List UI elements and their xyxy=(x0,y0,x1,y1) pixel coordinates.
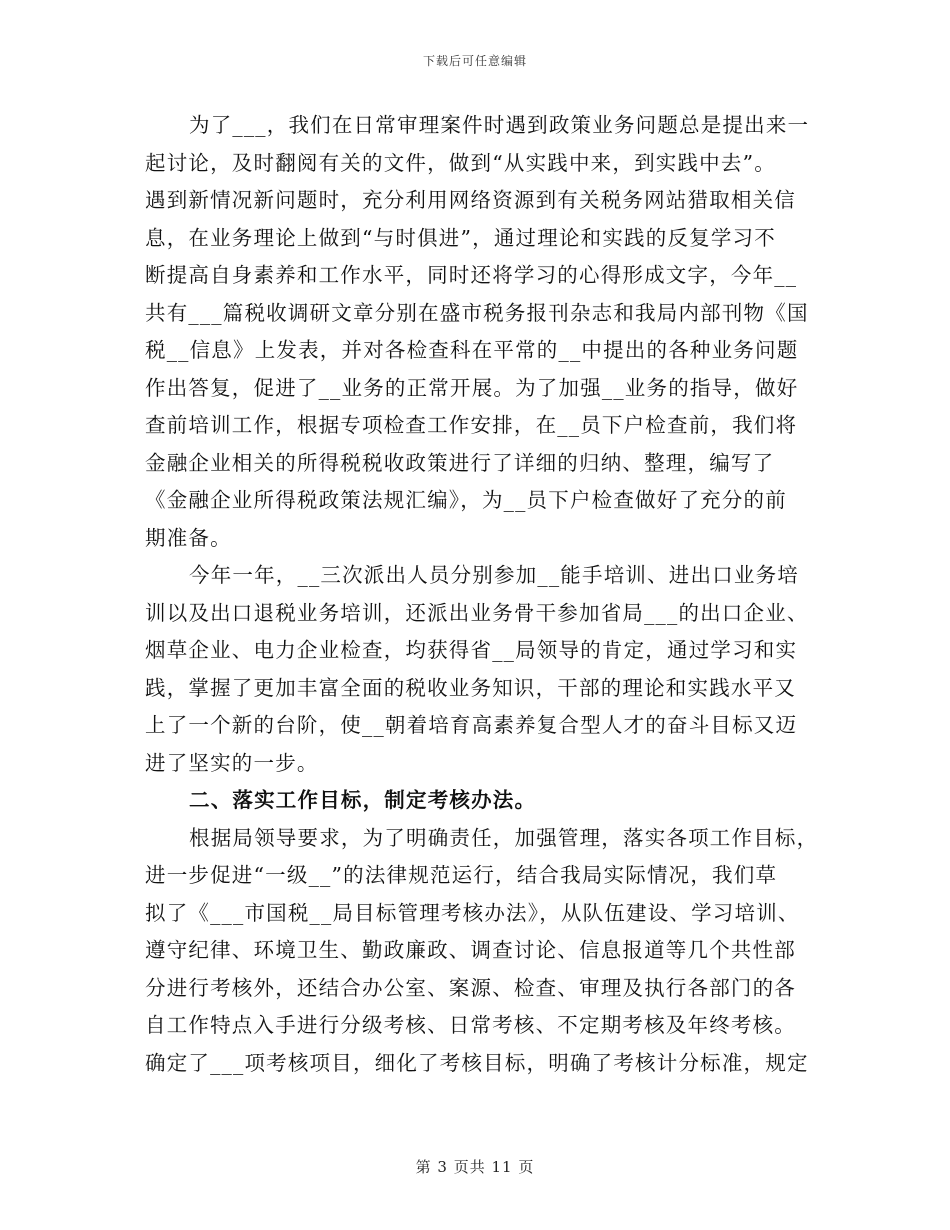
paragraph-3 xyxy=(145,820,819,1083)
text-line: 上了一个新的台阶，使__朝着培育高素养复合型人才的奋斗目标又迈 xyxy=(145,713,798,737)
text-line: 今年一年，__三次派出人员分别参加__能手培训、进出口业务培 xyxy=(189,563,799,587)
text-line: 税__信息》上发表，并对各检查科在平常的__中提出的各种业务问题 xyxy=(145,338,799,362)
text-line: 自工作特点入手进行分级考核、日常考核、不定期考核及年终考核。 xyxy=(145,1013,796,1037)
text-line: 烟草企业、电力企业检查，均获得省__局领导的肯定，通过学习和实 xyxy=(145,638,798,662)
text-line: 践，掌握了更加丰富全面的税收业务知识，干部的理论和实践水平又 xyxy=(145,675,796,700)
text-line: 断提高自身素养和工作水平，同时还将学习的心得形成文字，今年__ xyxy=(145,263,798,287)
text-line: 金融企业相关的所得税税收政策进行了详细的归纳、整理，编写了 xyxy=(145,450,775,475)
text-line: 共有___篇税收调研文章分别在盛市税务报刊杂志和我局内部刊物《国 xyxy=(145,300,809,325)
text-line: 《金融企业所得税政策法规汇编》，为__员下户检查做好了充分的前 xyxy=(145,488,787,512)
text-line: 拟了《___市国税__局目标管理考核办法》，从队伍建设、学习培训、 xyxy=(145,900,800,925)
text-line: 作出答复，促进了__业务的正常开展。为了加强__业务的指导，做好 xyxy=(145,375,799,400)
text-line: 进了坚实的一步。 xyxy=(145,750,319,775)
text-line: 分进行考核外，还结合办公室、案源、检查、审理及执行各部门的各 xyxy=(145,975,796,1000)
text-line: 为了___，我们在日常审理案件时遇到政策业务问题总是提出来一 xyxy=(189,113,810,137)
text-line: 期准备。 xyxy=(145,525,232,550)
page-number: 第 3 页共 11 页 xyxy=(415,1158,535,1176)
text-line: 进一步促进“一级__”的法律规范运行，结合我局实际情况，我们草 xyxy=(145,863,778,887)
paragraph-2 xyxy=(145,557,809,782)
text-line: 确定了___项考核项目，细化了考核目标，明确了考核计分标准，规定 xyxy=(145,1050,809,1075)
paragraph-1 xyxy=(145,107,810,557)
text-line: 遇到新情况新问题时，充分利用网络资源到有关税务网站猎取相关信 xyxy=(145,188,796,212)
text-line: 息，在业务理论上做到“与时俱进”，通过理论和实践的反复学习不 xyxy=(145,225,776,250)
text-line: 起讨论，及时翻阅有关的文件，做到“从实践中来，到实践中去”。 xyxy=(145,150,776,175)
page-header-note: 下载后可任意编辑 xyxy=(422,54,527,68)
text-line: 遵守纪律、环境卫生、勤政廉政、调查讨论、信息报道等几个共性部 xyxy=(145,938,796,962)
document-body xyxy=(145,107,819,1082)
text-line: 查前培训工作，根据专项检查工作安排，在__员下户检查前，我们将 xyxy=(145,413,798,437)
text-line: 训以及出口退税业务培训，还派出业务骨干参加省局___的出口企业、 xyxy=(145,600,809,625)
section-heading: 二、落实工作目标，制定考核办法。 xyxy=(189,788,537,812)
text-line: 根据局领导要求，为了明确责任，加强管理，落实各项工作目标， xyxy=(189,825,819,850)
